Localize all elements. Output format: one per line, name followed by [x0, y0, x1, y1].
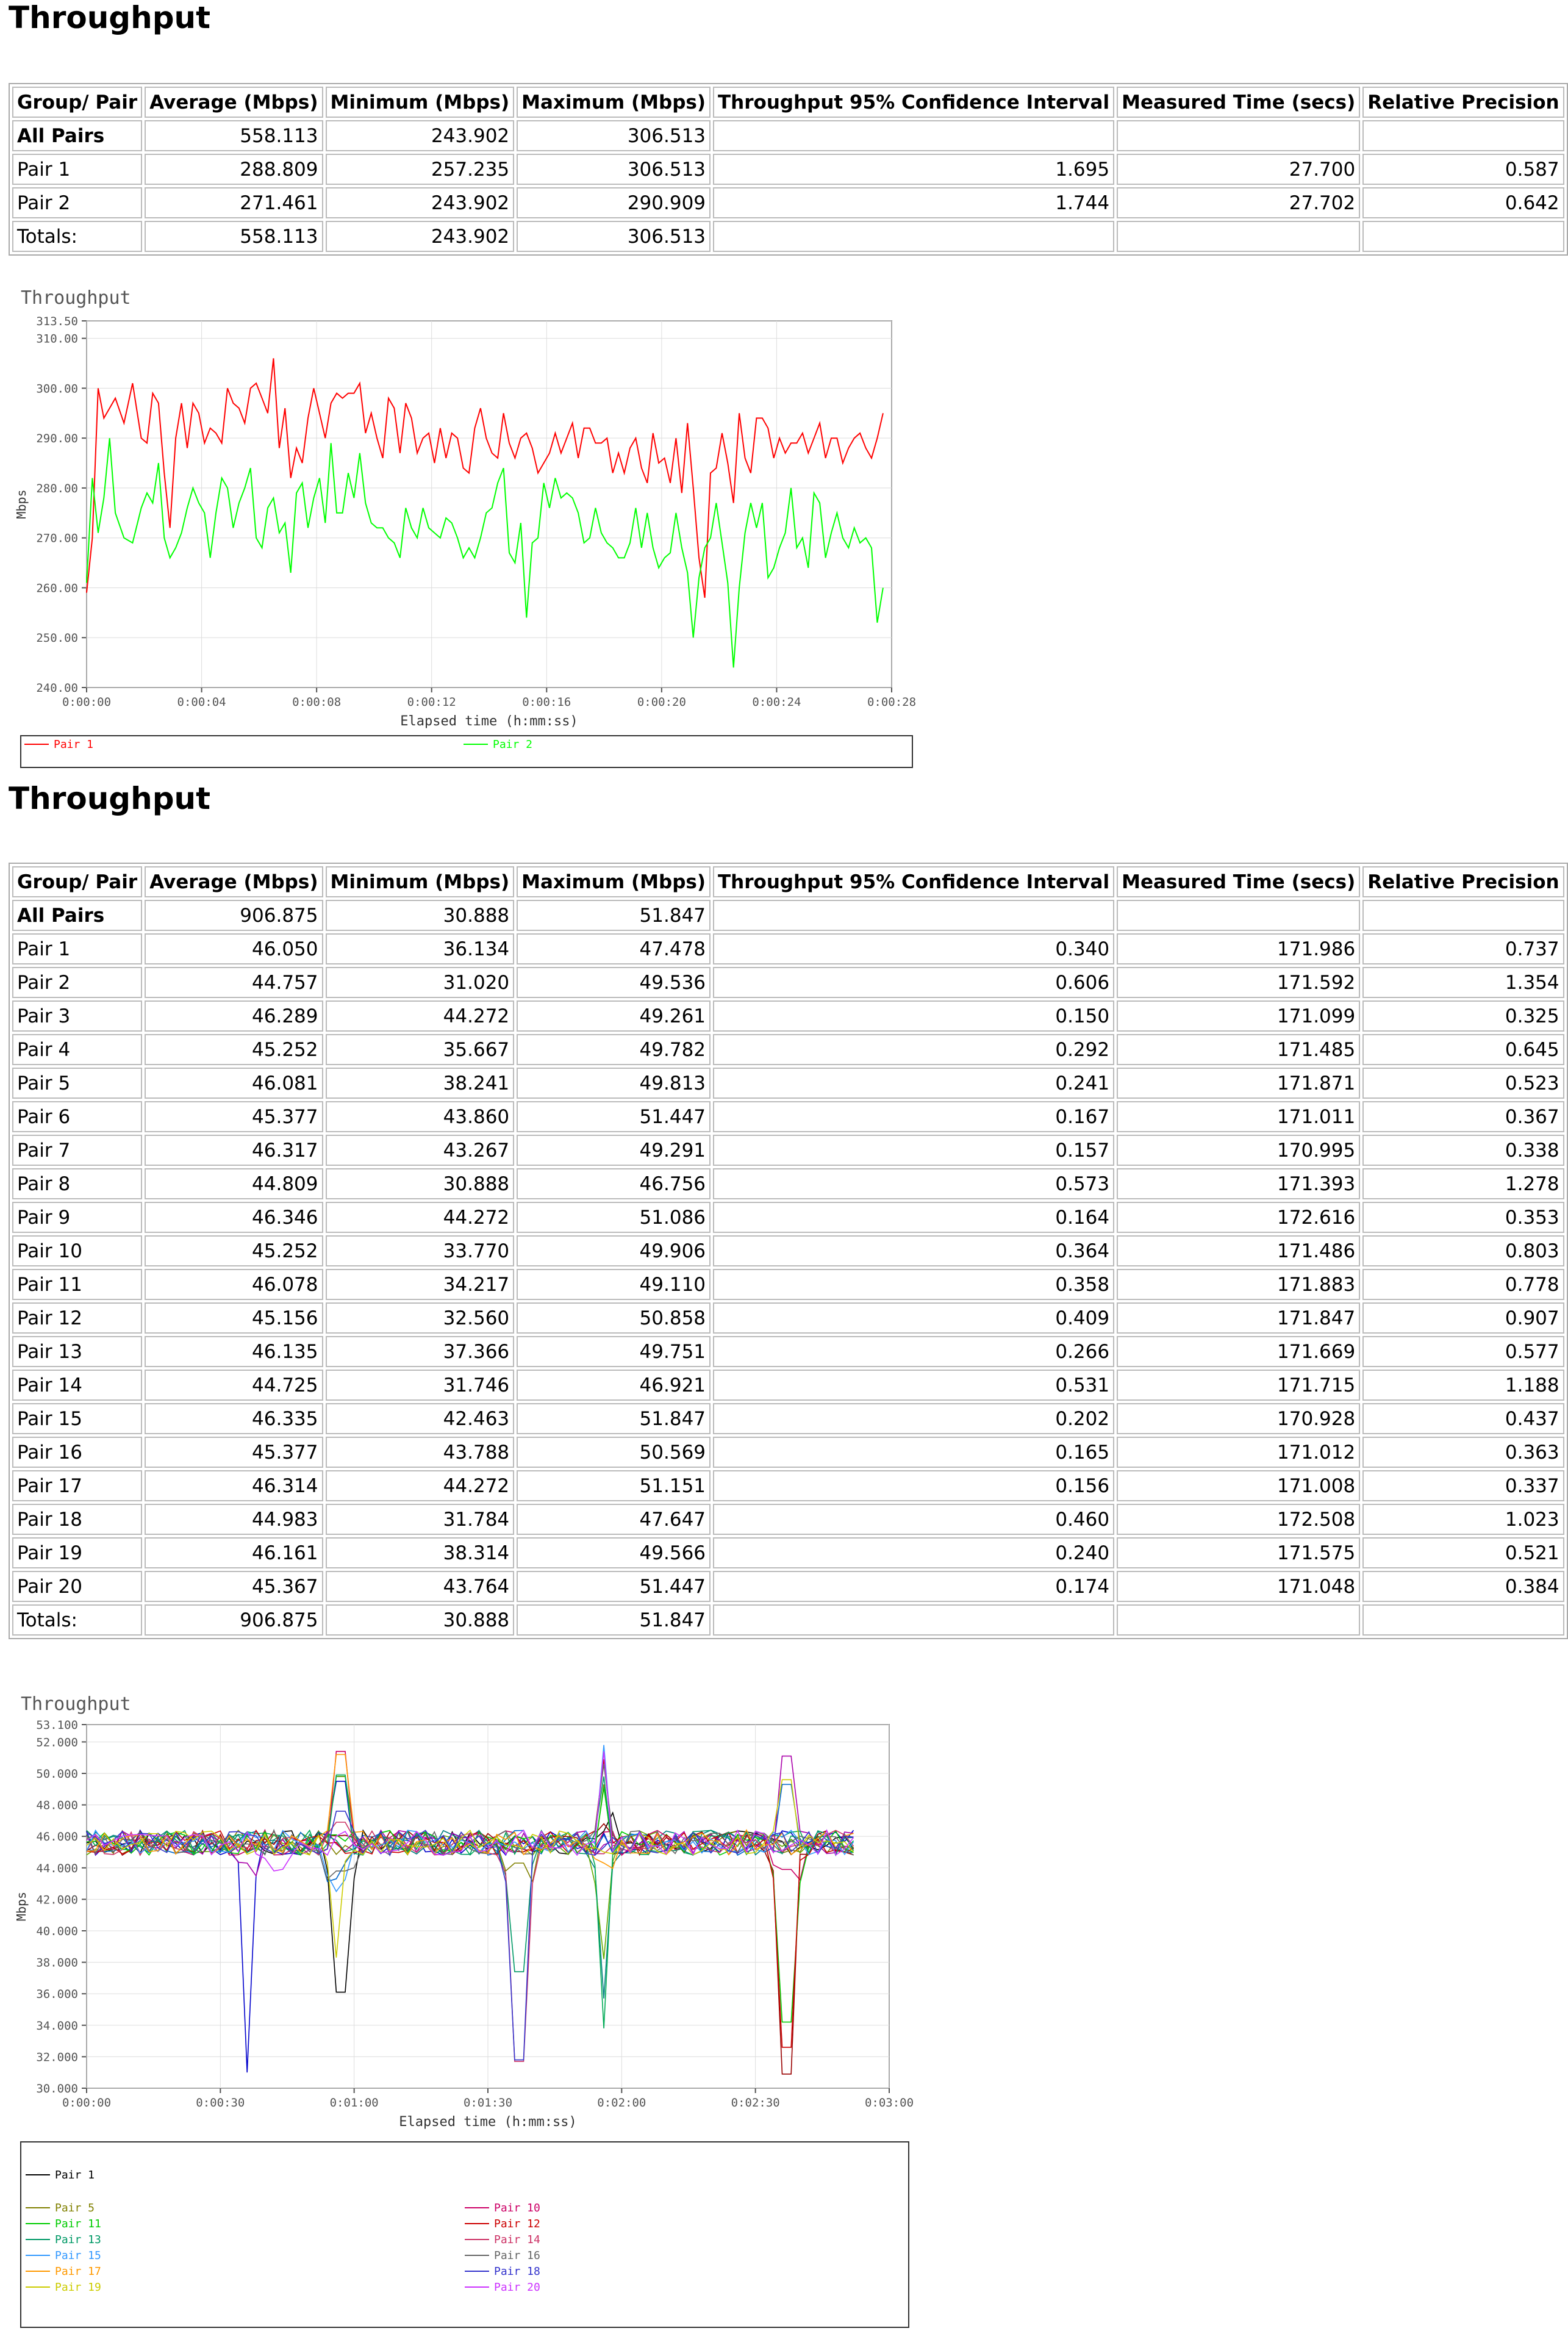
row-label-cell: Pair 6 — [12, 1101, 142, 1132]
table-cell: 46.346 — [145, 1202, 323, 1233]
table-cell: 43.788 — [326, 1437, 515, 1468]
table-cell: 0.340 — [713, 933, 1114, 964]
x-tick-label: 0:02:30 — [731, 2096, 780, 2110]
table-cell: 45.252 — [145, 1034, 323, 1065]
column-header: Measured Time (secs) — [1117, 866, 1360, 897]
legend-label: Pair 10 — [494, 2202, 540, 2214]
table-header-row — [12, 87, 1564, 118]
table-cell: 0.521 — [1362, 1537, 1564, 1568]
row-label-cell: Totals: — [12, 221, 142, 252]
throughput-table-2 — [9, 863, 1568, 1639]
table-cell: 46.081 — [145, 1068, 323, 1099]
table-cell: 0.240 — [713, 1537, 1114, 1568]
row-label-cell: Pair 1 — [12, 933, 142, 964]
y-tick-label: 40.000 — [36, 1924, 78, 1938]
column-header: Maximum (Mbps) — [517, 866, 711, 897]
table-cell: 42.463 — [326, 1403, 515, 1434]
table-cell: 171.883 — [1117, 1269, 1360, 1300]
chart-title: Throughput — [21, 287, 131, 309]
x-tick-label: 0:03:00 — [864, 2096, 914, 2110]
legend-label: Pair 15 — [55, 2249, 101, 2262]
legend-label: Pair 16 — [494, 2249, 540, 2262]
row-label-cell: Pair 5 — [12, 1068, 142, 1099]
table-cell: 45.377 — [145, 1101, 323, 1132]
table-cell: 243.902 — [326, 187, 515, 218]
table-cell: 0.737 — [1362, 933, 1564, 964]
table-cell — [713, 900, 1114, 931]
table-row — [12, 1403, 1564, 1434]
y-tick-label: 36.000 — [36, 1988, 78, 2002]
y-tick-label: 46.000 — [36, 1830, 78, 1844]
table-cell: 0.577 — [1362, 1336, 1564, 1367]
table-cell: 30.888 — [326, 900, 515, 931]
table-cell: 49.751 — [517, 1336, 711, 1367]
y-tick-label: 280.00 — [36, 481, 78, 495]
table-cell: 243.902 — [326, 221, 515, 252]
table-cell: 0.384 — [1362, 1571, 1564, 1602]
y-tick-label: 53.100 — [36, 1719, 78, 1732]
table-cell: 44.809 — [145, 1168, 323, 1199]
table-cell: 172.616 — [1117, 1202, 1360, 1233]
legend-label: Pair 14 — [494, 2233, 540, 2246]
table-cell: 46.314 — [145, 1470, 323, 1501]
column-header: Throughput 95% Confidence Interval — [713, 87, 1114, 118]
table-cell: 0.358 — [713, 1269, 1114, 1300]
table-cell: 44.725 — [145, 1370, 323, 1401]
table-cell: 49.566 — [517, 1537, 711, 1568]
x-tick-label: 0:00:12 — [407, 695, 456, 709]
legend-label: Pair 12 — [494, 2218, 540, 2230]
table-cell: 558.113 — [145, 221, 323, 252]
table-cell: 43.267 — [326, 1135, 515, 1166]
y-tick-label: 34.000 — [36, 2019, 78, 2033]
table-cell: 46.317 — [145, 1135, 323, 1166]
table-row — [12, 1101, 1564, 1132]
legend-box — [21, 736, 912, 767]
table-cell: 49.906 — [517, 1235, 711, 1266]
y-tick-label: 52.000 — [36, 1736, 78, 1750]
throughput-chart-1 — [0, 287, 921, 775]
column-header: Maximum (Mbps) — [517, 87, 711, 118]
x-tick-label: 0:00:00 — [62, 695, 112, 709]
y-tick-label: 240.00 — [36, 681, 78, 695]
table-row — [12, 1604, 1564, 1636]
row-label-cell: Pair 12 — [12, 1302, 142, 1334]
table-cell: 50.569 — [517, 1437, 711, 1468]
y-axis-label: Mbps — [14, 1891, 29, 1922]
legend-label: Pair 1 — [55, 2169, 95, 2182]
y-tick-label: 313.50 — [36, 315, 78, 328]
table-row — [12, 933, 1564, 964]
y-tick-label: 290.00 — [36, 432, 78, 446]
column-header: Throughput 95% Confidence Interval — [713, 866, 1114, 897]
row-label-cell: Pair 16 — [12, 1437, 142, 1468]
table-row — [12, 1504, 1564, 1535]
table-cell — [1362, 120, 1564, 151]
table-cell: 1.354 — [1362, 967, 1564, 998]
table-cell: 49.536 — [517, 967, 711, 998]
x-tick-label: 0:01:30 — [463, 2096, 513, 2110]
plot-area — [87, 321, 892, 688]
column-header: Group/ Pair — [12, 866, 142, 897]
table-cell: 170.995 — [1117, 1135, 1360, 1166]
table-cell: 44.272 — [326, 1202, 515, 1233]
table-row — [12, 1135, 1564, 1166]
table-cell: 45.252 — [145, 1235, 323, 1266]
table-cell: 0.645 — [1362, 1034, 1564, 1065]
table-cell: 0.907 — [1362, 1302, 1564, 1334]
table-cell: 1.744 — [713, 187, 1114, 218]
x-axis-label: Elapsed time (h:mm:ss) — [400, 714, 578, 729]
row-label-cell: Pair 20 — [12, 1571, 142, 1602]
row-label-cell: Pair 4 — [12, 1034, 142, 1065]
table-cell: 0.150 — [713, 1000, 1114, 1032]
table-header-row — [12, 866, 1564, 897]
table-row — [12, 221, 1564, 252]
table-cell: 171.011 — [1117, 1101, 1360, 1132]
table-cell: 45.377 — [145, 1437, 323, 1468]
table-cell: 0.164 — [713, 1202, 1114, 1233]
table-cell: 44.757 — [145, 967, 323, 998]
row-label-cell: Pair 8 — [12, 1168, 142, 1199]
table-row — [12, 1336, 1564, 1367]
table-row — [12, 900, 1564, 931]
row-label-cell: All Pairs — [12, 120, 142, 151]
table-cell: 51.151 — [517, 1470, 711, 1501]
column-header: Relative Precision — [1362, 866, 1564, 897]
row-label-cell: Pair 13 — [12, 1336, 142, 1367]
table-cell: 30.888 — [326, 1168, 515, 1199]
column-header: Average (Mbps) — [145, 866, 323, 897]
table-row — [12, 1269, 1564, 1300]
y-tick-label: 310.00 — [36, 332, 78, 346]
table-cell: 47.478 — [517, 933, 711, 964]
table-cell: 44.272 — [326, 1470, 515, 1501]
y-tick-label: 38.000 — [36, 1956, 78, 1970]
column-header: Measured Time (secs) — [1117, 87, 1360, 118]
table-cell: 558.113 — [145, 120, 323, 151]
table-cell: 171.048 — [1117, 1571, 1360, 1602]
x-axis-label: Elapsed time (h:mm:ss) — [399, 2114, 577, 2130]
table-row — [12, 1000, 1564, 1032]
table-cell: 51.847 — [517, 900, 711, 931]
table-cell: 0.363 — [1362, 1437, 1564, 1468]
table-cell: 171.847 — [1117, 1302, 1360, 1334]
table-row — [12, 1302, 1564, 1334]
row-label-cell: Pair 17 — [12, 1470, 142, 1501]
table-cell: 290.909 — [517, 187, 711, 218]
x-tick-label: 0:00:20 — [637, 695, 686, 709]
y-tick-label: 48.000 — [36, 1798, 78, 1812]
y-tick-label: 32.000 — [36, 2050, 78, 2064]
table-cell: 0.292 — [713, 1034, 1114, 1065]
table-cell: 0.778 — [1362, 1269, 1564, 1300]
table-cell: 0.573 — [713, 1168, 1114, 1199]
table-cell: 38.314 — [326, 1537, 515, 1568]
x-tick-label: 0:00:28 — [867, 695, 917, 709]
table-cell: 31.020 — [326, 967, 515, 998]
table-cell: 43.860 — [326, 1101, 515, 1132]
table-cell: 170.928 — [1117, 1403, 1360, 1434]
table-row — [12, 1068, 1564, 1099]
table-cell: 0.167 — [713, 1101, 1114, 1132]
table-cell: 1.278 — [1362, 1168, 1564, 1199]
section2-heading: Throughput — [9, 781, 210, 816]
legend-label: Pair 13 — [55, 2233, 101, 2246]
table-cell: 0.338 — [1362, 1135, 1564, 1166]
table-cell: 0.642 — [1362, 187, 1564, 218]
table-row — [12, 120, 1564, 151]
table-cell: 31.784 — [326, 1504, 515, 1535]
table-cell: 1.695 — [713, 154, 1114, 185]
x-tick-label: 0:02:00 — [597, 2096, 646, 2110]
table-cell: 49.782 — [517, 1034, 711, 1065]
table-row — [12, 154, 1564, 185]
x-tick-label: 0:00:08 — [292, 695, 342, 709]
table-cell — [713, 221, 1114, 252]
table-cell: 288.809 — [145, 154, 323, 185]
table-cell: 906.875 — [145, 900, 323, 931]
column-header: Relative Precision — [1362, 87, 1564, 118]
table-cell: 0.437 — [1362, 1403, 1564, 1434]
x-tick-label: 0:00:16 — [522, 695, 571, 709]
row-label-cell: Pair 7 — [12, 1135, 142, 1166]
row-label-cell: All Pairs — [12, 900, 142, 931]
table-row — [12, 1537, 1564, 1568]
table-cell: 0.587 — [1362, 154, 1564, 185]
table-cell: 27.700 — [1117, 154, 1360, 185]
row-label-cell: Pair 2 — [12, 187, 142, 218]
table-row — [12, 1437, 1564, 1468]
table-cell: 171.012 — [1117, 1437, 1360, 1468]
y-tick-label: 260.00 — [36, 581, 78, 595]
row-label-cell: Totals: — [12, 1604, 142, 1636]
column-header: Minimum (Mbps) — [326, 87, 515, 118]
table-row — [12, 1370, 1564, 1401]
table-cell — [713, 120, 1114, 151]
table-cell: 44.983 — [145, 1504, 323, 1535]
table-cell: 171.393 — [1117, 1168, 1360, 1199]
table-cell: 171.008 — [1117, 1470, 1360, 1501]
table-cell — [1362, 1604, 1564, 1636]
legend-box — [21, 2142, 909, 2327]
table-cell: 171.986 — [1117, 933, 1360, 964]
table-cell: 46.135 — [145, 1336, 323, 1367]
table-cell: 37.366 — [326, 1336, 515, 1367]
table-cell: 51.847 — [517, 1604, 711, 1636]
table-cell: 257.235 — [326, 154, 515, 185]
row-label-cell: Pair 14 — [12, 1370, 142, 1401]
table-cell: 38.241 — [326, 1068, 515, 1099]
row-label-cell: Pair 15 — [12, 1403, 142, 1434]
table-cell: 46.756 — [517, 1168, 711, 1199]
table-cell: 0.531 — [713, 1370, 1114, 1401]
legend-label: Pair 2 — [493, 738, 533, 751]
table-cell: 46.335 — [145, 1403, 323, 1434]
table-cell: 34.217 — [326, 1269, 515, 1300]
table-cell: 51.447 — [517, 1101, 711, 1132]
y-tick-label: 50.000 — [36, 1767, 78, 1781]
column-header: Minimum (Mbps) — [326, 866, 515, 897]
legend-label: Pair 5 — [55, 2202, 95, 2214]
table-cell: 0.241 — [713, 1068, 1114, 1099]
legend-label: Pair 19 — [55, 2281, 101, 2294]
table-cell — [1362, 221, 1564, 252]
throughput-chart-2 — [0, 1693, 921, 2331]
table-cell: 0.165 — [713, 1437, 1114, 1468]
row-label-cell: Pair 18 — [12, 1504, 142, 1535]
table-cell: 171.099 — [1117, 1000, 1360, 1032]
table-cell: 31.746 — [326, 1370, 515, 1401]
table-row — [12, 1470, 1564, 1501]
legend-label: Pair 18 — [494, 2265, 540, 2278]
column-header: Group/ Pair — [12, 87, 142, 118]
table-cell: 46.078 — [145, 1269, 323, 1300]
table-cell: 44.272 — [326, 1000, 515, 1032]
table-cell: 49.291 — [517, 1135, 711, 1166]
row-label-cell: Pair 2 — [12, 967, 142, 998]
table-cell: 0.157 — [713, 1135, 1114, 1166]
table-cell: 0.266 — [713, 1336, 1114, 1367]
table-cell: 0.353 — [1362, 1202, 1564, 1233]
table-cell: 47.647 — [517, 1504, 711, 1535]
table-cell: 0.409 — [713, 1302, 1114, 1334]
table-cell — [713, 1604, 1114, 1636]
table-cell: 306.513 — [517, 120, 711, 151]
table-cell: 50.858 — [517, 1302, 711, 1334]
table-cell: 0.325 — [1362, 1000, 1564, 1032]
table-cell: 171.715 — [1117, 1370, 1360, 1401]
row-label-cell: Pair 1 — [12, 154, 142, 185]
table-cell: 51.847 — [517, 1403, 711, 1434]
table-cell: 306.513 — [517, 154, 711, 185]
table-cell: 33.770 — [326, 1235, 515, 1266]
table-cell: 0.606 — [713, 967, 1114, 998]
table-cell: 43.764 — [326, 1571, 515, 1602]
y-tick-label: 42.000 — [36, 1893, 78, 1907]
table-cell: 51.086 — [517, 1202, 711, 1233]
table-cell: 49.261 — [517, 1000, 711, 1032]
table-row — [12, 1168, 1564, 1199]
table-cell: 171.592 — [1117, 967, 1360, 998]
table-cell: 306.513 — [517, 221, 711, 252]
table-cell: 46.921 — [517, 1370, 711, 1401]
table-row — [12, 1034, 1564, 1065]
table-cell — [1117, 120, 1360, 151]
table-row — [12, 1571, 1564, 1602]
table-cell — [1117, 1604, 1360, 1636]
table-cell: 1.023 — [1362, 1504, 1564, 1535]
row-label-cell: Pair 10 — [12, 1235, 142, 1266]
table-cell: 49.110 — [517, 1269, 711, 1300]
legend-label: Pair 11 — [55, 2218, 101, 2230]
table-cell: 906.875 — [145, 1604, 323, 1636]
table-cell — [1362, 900, 1564, 931]
row-label-cell: Pair 3 — [12, 1000, 142, 1032]
table-cell: 0.460 — [713, 1504, 1114, 1535]
table-cell: 0.337 — [1362, 1470, 1564, 1501]
table-cell: 49.813 — [517, 1068, 711, 1099]
x-tick-label: 0:01:00 — [329, 2096, 379, 2110]
table-cell — [1117, 221, 1360, 252]
row-label-cell: Pair 19 — [12, 1537, 142, 1568]
row-label-cell: Pair 9 — [12, 1202, 142, 1233]
y-tick-label: 44.000 — [36, 1861, 78, 1875]
table-cell: 0.523 — [1362, 1068, 1564, 1099]
x-tick-label: 0:00:04 — [177, 695, 226, 709]
table-cell: 51.447 — [517, 1571, 711, 1602]
column-header: Average (Mbps) — [145, 87, 323, 118]
table-cell: 46.289 — [145, 1000, 323, 1032]
y-axis-label: Mbps — [14, 489, 29, 519]
table-cell: 46.161 — [145, 1537, 323, 1568]
table-cell: 171.871 — [1117, 1068, 1360, 1099]
table-cell: 0.174 — [713, 1571, 1114, 1602]
table-cell: 32.560 — [326, 1302, 515, 1334]
table-cell: 0.364 — [713, 1235, 1114, 1266]
table-cell: 30.888 — [326, 1604, 515, 1636]
table-cell: 171.669 — [1117, 1336, 1360, 1367]
table-cell: 171.575 — [1117, 1537, 1360, 1568]
table-row — [12, 1202, 1564, 1233]
y-tick-label: 270.00 — [36, 531, 78, 545]
table-cell: 46.050 — [145, 933, 323, 964]
y-tick-label: 30.000 — [36, 2082, 78, 2096]
table-cell: 45.156 — [145, 1302, 323, 1334]
table-cell: 0.367 — [1362, 1101, 1564, 1132]
table-cell: 1.188 — [1362, 1370, 1564, 1401]
table-cell: 172.508 — [1117, 1504, 1360, 1535]
legend-label: Pair 1 — [54, 738, 94, 751]
legend-label: Pair 17 — [55, 2265, 101, 2278]
table-cell — [1117, 900, 1360, 931]
x-tick-label: 0:00:24 — [752, 695, 801, 709]
y-tick-label: 250.00 — [36, 631, 78, 645]
table-cell: 0.202 — [713, 1403, 1114, 1434]
y-tick-label: 300.00 — [36, 382, 78, 396]
x-tick-label: 0:00:00 — [62, 2096, 112, 2110]
section1-heading: Throughput — [9, 0, 210, 35]
legend-label: Pair 20 — [494, 2281, 540, 2294]
table-cell: 171.485 — [1117, 1034, 1360, 1065]
throughput-table-1 — [9, 83, 1568, 256]
table-cell: 36.134 — [326, 933, 515, 964]
table-cell: 27.702 — [1117, 187, 1360, 218]
table-row — [12, 967, 1564, 998]
table-row — [12, 1235, 1564, 1266]
x-tick-label: 0:00:30 — [196, 2096, 245, 2110]
table-cell: 0.156 — [713, 1470, 1114, 1501]
table-cell: 243.902 — [326, 120, 515, 151]
table-cell: 35.667 — [326, 1034, 515, 1065]
table-row — [12, 187, 1564, 218]
table-cell: 271.461 — [145, 187, 323, 218]
row-label-cell: Pair 11 — [12, 1269, 142, 1300]
table-cell: 0.803 — [1362, 1235, 1564, 1266]
chart-title: Throughput — [21, 1693, 131, 1715]
table-cell: 45.367 — [145, 1571, 323, 1602]
table-cell: 171.486 — [1117, 1235, 1360, 1266]
